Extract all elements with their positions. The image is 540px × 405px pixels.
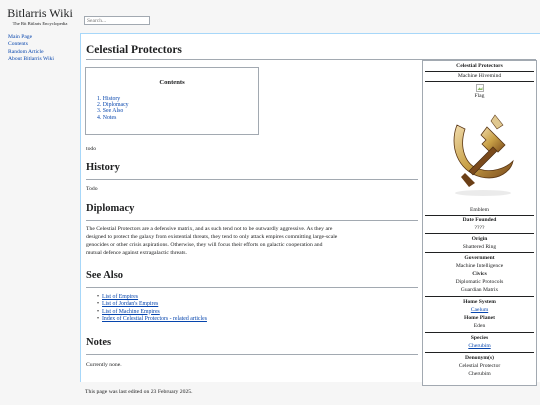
home-system-link[interactable]: Caelum <box>470 307 489 313</box>
government-value: Machine Intelligence <box>455 263 504 269</box>
history-divider <box>86 179 418 180</box>
infobox-divider <box>425 71 534 72</box>
see-also-heading: See Also <box>86 270 124 281</box>
diplomacy-heading: Diplomacy <box>86 203 135 214</box>
government-label: Government <box>464 255 495 261</box>
diplomacy-line: genocides or other crisis aspirations. Otherwise, they will focus their efforts on galactic cooperation and <box>86 242 323 248</box>
infobox-divider <box>425 215 534 216</box>
diplomacy-line: mutual defence against extragalactic threats. <box>86 250 187 256</box>
date-founded-label: Date Founded <box>462 217 497 223</box>
see-also-link-machine-empires[interactable]: • List of Machine Empires <box>102 309 207 316</box>
species-link[interactable]: Cherubim <box>468 343 491 349</box>
toc-list <box>97 96 258 121</box>
nav-contents[interactable]: Contents <box>8 41 28 48</box>
nav-random-article[interactable]: Random Article <box>8 48 44 55</box>
infobox-divider <box>425 252 534 253</box>
demonym-value: Cherubim <box>468 371 491 377</box>
infobox-divider <box>425 352 534 353</box>
origin-label: Origin <box>471 236 488 242</box>
diplomacy-line: The Celestial Protectors are a defensive matrix, and as such tend not to be outwardly aggressive. As they are <box>86 226 333 232</box>
infobox-title: Celestial Protectors <box>456 63 503 69</box>
emblem-caption: Emblem <box>470 207 489 213</box>
see-also-link-jordans-empires[interactable]: • List of Jordan's Empires <box>102 301 207 308</box>
flag-caption: Flag <box>474 93 485 99</box>
intro-text: todo <box>86 146 97 152</box>
infobox-divider <box>425 332 534 333</box>
site-subtitle: The Bit Bitlaris Encyclopedia <box>12 21 68 26</box>
infobox-subtitle: Machine Hivemind <box>457 73 502 79</box>
demonym-label: Denonym(s) <box>465 355 494 361</box>
species-label: Species <box>470 335 489 341</box>
history-text: Todo <box>86 186 98 192</box>
see-also-link-index[interactable]: • Index of Celestial Protectors - related articles <box>102 316 207 323</box>
toc-item-notes[interactable]: 4. Notes <box>97 114 117 121</box>
civics-value: Guardian Matrix <box>460 287 499 293</box>
site-title: Bitlarris Wiki <box>7 6 73 20</box>
origin-value: Shattered Ring <box>462 244 497 250</box>
last-edited-footer: This page was last edited on 23 February 2025. <box>85 389 193 395</box>
infobox-divider <box>425 81 534 82</box>
table-of-contents <box>85 67 259 135</box>
toc-title: Contents <box>159 79 185 86</box>
page-title: Celestial Protectors <box>86 44 182 56</box>
toc-item-history[interactable]: 1. History <box>97 96 121 102</box>
notes-text: Currently none. <box>86 362 122 368</box>
toc-item-see-also[interactable]: 3. See Also <box>97 108 124 115</box>
broken-image-icon <box>476 84 484 92</box>
infobox-divider <box>425 233 534 234</box>
home-planet-label: Home Planet <box>464 315 495 321</box>
main-content <box>80 33 540 382</box>
nav-main-page[interactable]: Main Page <box>8 34 33 40</box>
see-also-list <box>102 294 207 323</box>
toc-item-diplomacy[interactable]: 2. Diplomacy <box>97 102 129 109</box>
demonym-value: Celestial Protector <box>458 363 501 369</box>
home-system-label: Home System <box>463 299 496 305</box>
search-input[interactable] <box>84 16 150 25</box>
diplomacy-line: designed to protect the galaxy from existential threats, they tend to only attack empires committing large-scale <box>86 234 338 240</box>
date-founded-value: ???? <box>474 225 485 231</box>
emblem-image <box>423 103 536 203</box>
notes-heading: Notes <box>86 337 112 348</box>
history-heading: History <box>86 162 120 173</box>
infobox-divider <box>425 296 534 297</box>
notes-divider <box>86 354 418 355</box>
home-planet-value: Eden <box>473 323 486 329</box>
infobox <box>422 60 537 386</box>
hammer-sickle-emblem-icon <box>435 103 525 203</box>
sidebar <box>0 0 80 405</box>
see-also-link-empires[interactable]: • List of Empires <box>102 294 207 301</box>
nav-about[interactable]: About Bitlarris Wiki <box>8 56 54 63</box>
civics-label: Civics <box>472 271 487 277</box>
see-also-divider <box>86 287 418 288</box>
site-logo[interactable] <box>0 6 80 27</box>
civics-value: Diplomatic Protocols <box>455 279 504 285</box>
sidebar-nav <box>8 34 54 64</box>
diplomacy-divider <box>86 220 418 221</box>
diplomacy-text <box>86 225 431 257</box>
